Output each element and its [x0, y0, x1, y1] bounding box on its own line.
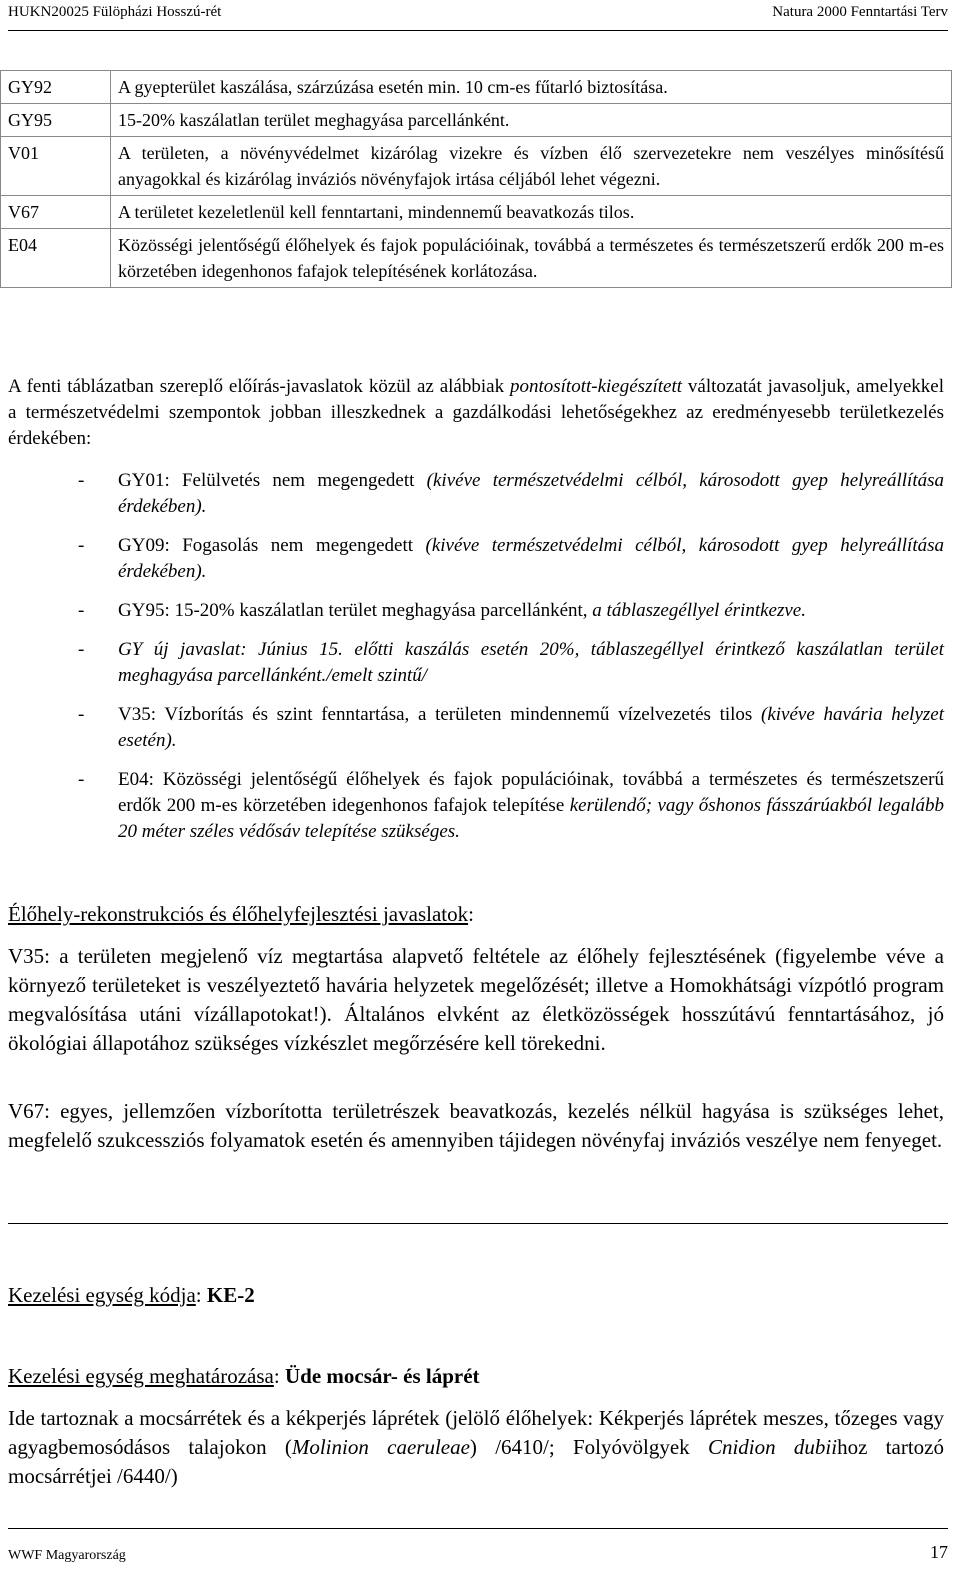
ke-code-line	[8, 1281, 944, 1310]
list-item-italic: GY új javaslat: Június 15. előtti kaszálás esetén 20%, táblaszegéllyel érintkező kaszálatlan terület meghagyása parcellánként./emelt szintű/	[118, 639, 944, 686]
section-heading-colon: :	[468, 902, 474, 926]
ke-desc-text-2: ) /6410/; Folyóvölgyek	[469, 1435, 708, 1459]
section-divider	[8, 1223, 948, 1224]
v67-paragraph: V67: egyes, jellemzően vízborította területrészek beavatkozás, kezelés nélkül hagyása is szükséges lehet, megfelelő szukcessziós folyamatok esetén és amennyiben tájidegen növényfaj inváziós veszélye nem fenyeget.	[8, 1099, 944, 1152]
list-item-text: GY95: 15-20% kaszálatlan terület meghagyása parcellánként,	[118, 600, 593, 621]
table-row	[1, 71, 952, 104]
page-footer	[8, 1542, 948, 1564]
ke-definition-line	[8, 1362, 944, 1391]
list-item	[78, 637, 944, 689]
table-row	[1, 137, 952, 196]
list-dash: -	[78, 704, 85, 725]
list-dash: -	[78, 600, 85, 621]
prescription-table	[0, 70, 952, 288]
list-item-text: E04: Közösségi jelentőségű élőhelyek és fajok populációinak, továbbá a természetes és természetszerű erdők 200 m-es körzetében idegenhonos fafajok telepítése	[118, 769, 944, 816]
ke-code-label: Kezelési egység kódja	[8, 1283, 196, 1307]
table-code-cell: V67	[1, 196, 111, 229]
ke-code-colon: :	[195, 1283, 207, 1307]
page-header	[8, 4, 948, 31]
header-plan-title: Natura 2000 Fenntartási Terv	[772, 4, 948, 20]
ke-code-value: KE-2	[206, 1283, 255, 1307]
list-item	[78, 767, 944, 845]
ke-definition-colon: :	[273, 1364, 285, 1388]
ke-desc-italic-2: Cnidion dubii	[707, 1435, 838, 1459]
page-number: 17	[930, 1542, 948, 1562]
list-item-text: GY09: Fogasolás nem megengedett	[118, 535, 426, 556]
list-item	[78, 533, 944, 585]
ke-definition-label: Kezelési egység meghatározása	[8, 1364, 274, 1388]
table-code-cell: GY95	[1, 104, 111, 137]
table-text-cell: 15-20% kaszálatlan terület meghagyása parcellánként.	[111, 104, 952, 137]
list-item-italic: kerülendő; vagy őshonos fásszárúakból legalább 20 méter széles védősáv telepítése szükséges.	[118, 795, 944, 842]
ke-description	[8, 1404, 944, 1491]
footer-rule	[8, 1528, 948, 1529]
list-dash: -	[78, 470, 85, 491]
list-item-italic: (kivéve havária helyzet esetén).	[118, 704, 944, 751]
amended-prescriptions-list	[78, 468, 944, 858]
ke-desc-text-3: hoz tartozó mocsárrétjei /6440/)	[8, 1435, 944, 1488]
list-item-text: GY01: Felülvetés nem megengedett	[118, 470, 427, 491]
intro-text-1: A fenti táblázatban szereplő előírás-javaslatok közül az alábbiak	[8, 376, 510, 397]
list-item-italic: (kivéve természetvédelmi célból, károsodott gyep helyreállítása érdekében).	[118, 535, 944, 582]
intro-paragraph	[8, 374, 944, 452]
list-dash: -	[78, 535, 85, 556]
section-heading	[8, 900, 944, 929]
table-row	[1, 104, 952, 137]
list-item	[78, 702, 944, 754]
table-code-cell: V01	[1, 137, 111, 196]
ke-desc-italic-1: Molinion caeruleae	[291, 1435, 470, 1459]
list-item	[78, 598, 944, 624]
list-dash: -	[78, 769, 85, 790]
v35-paragraph: V35: a területen megjelenő víz megtartása alapvető feltétele az élőhely fejlesztésének (figyelembe véve a környező területeket is veszélyeztető havária helyzetek megelőzését; illetve a Homokhátsági vízpótló program megvalósítása utáni vízállapotokat!). Általános elvként az életközösségek hosszútávú fenntartásához, jó ökológiai állapotához szükséges vízkészlet megőrzésére kell törekedni.	[8, 944, 944, 1055]
table-row	[1, 196, 952, 229]
table-text-cell: A területet kezeletlenül kell fenntartani, mindennemű beavatkozás tilos.	[111, 196, 952, 229]
intro-text-2: változatát javasoljuk, amelyekkel a természetvédelmi szempontok jobban illeszkednek a gazdálkodási lehetőségekhez az eredményesebb területkezelés érdekében:	[8, 376, 944, 449]
list-item-italic: a táblaszegéllyel érintkezve.	[592, 600, 806, 621]
footer-organization: WWF Magyarország	[8, 1548, 126, 1563]
table-code-cell: E04	[1, 229, 111, 288]
list-item	[78, 468, 944, 520]
table-text-cell: A területen, a növényvédelmet kizárólag vizekre és vízben élő szervezetekre nem veszélyes minősítésű anyagokkal és kizárólag inváziós növényfajok irtása céljából lehet végezni.	[111, 137, 952, 196]
ke-definition-value: Üde mocsár- és láprét	[284, 1364, 480, 1388]
table-text-cell: Közösségi jelentőségű élőhelyek és fajok populációinak, továbbá a természetes és természetszerű erdők 200 m-es körzetében idegenhonos fafajok telepítésének korlátozása.	[111, 229, 952, 288]
list-item-text: V35: Vízborítás és szint fenntartása, a területen mindennemű vízelvezetés tilos	[118, 704, 762, 725]
intro-italic: pontosított-kiegészített	[509, 376, 683, 397]
list-item-italic: (kivéve természetvédelmi célból, károsodott gyep helyreállítása érdekében).	[118, 470, 944, 517]
table-text-cell: A gyepterület kaszálása, szárzúzása esetén min. 10 cm-es fűtarló biztosítása.	[111, 71, 952, 104]
ke-desc-text-1: Ide tartoznak a mocsárrétek és a kékperjés láprétek (jelölő élőhelyek: Kékperjés láprétek meszes, tőzeges vagy agyagbemosódásos talajokon (	[8, 1406, 944, 1459]
section-heading-text: Élőhely-rekonstrukciós és élőhelyfejlesztési javaslatok	[8, 902, 469, 926]
table-row	[1, 229, 952, 288]
table-code-cell: GY92	[1, 71, 111, 104]
list-dash: -	[78, 639, 85, 660]
header-document-id: HUKN20025 Fülöpházi Hosszú-rét	[8, 4, 222, 20]
